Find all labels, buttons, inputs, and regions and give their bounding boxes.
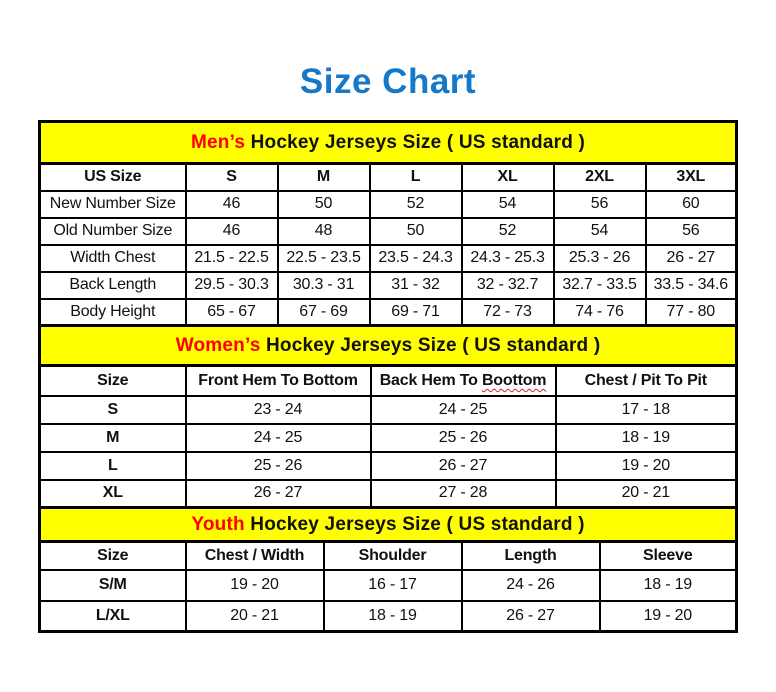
mens-column-header: 2XL — [554, 164, 646, 191]
mens-cell-value: 46 — [186, 218, 278, 245]
youth-table-row — [40, 570, 737, 601]
youth-column-header: Chest / Width — [186, 542, 324, 570]
youth-section-name-highlight: Youth — [191, 513, 245, 535]
mens-row-label: New Number Size — [40, 191, 186, 218]
mens-table-row — [40, 299, 737, 326]
womens-column-header — [371, 366, 556, 396]
youth-cell-value: 19 - 20 — [186, 570, 324, 601]
womens-cell-value: 26 - 27 — [371, 452, 556, 480]
mens-section-header-band — [40, 122, 737, 164]
mens-cell-value: 24.3 - 25.3 — [462, 245, 554, 272]
womens-table-row — [40, 396, 737, 424]
page-title: Size Chart — [299, 62, 477, 101]
youth-section-header-band — [40, 508, 737, 542]
youth-column-header: Shoulder — [324, 542, 462, 570]
mens-cell-value: 72 - 73 — [462, 299, 554, 326]
womens-size-table — [38, 324, 738, 509]
womens-row-label: L — [40, 452, 186, 480]
womens-cell-value: 23 - 24 — [186, 396, 371, 424]
womens-cell-value: 18 - 19 — [556, 424, 737, 452]
youth-section-header-text: Hockey Jerseys Size ( US standard ) — [244, 513, 585, 535]
womens-column-header: Front Hem To Bottom — [186, 366, 371, 396]
womens-table-row — [40, 480, 737, 508]
mens-column-header: XL — [462, 164, 554, 191]
mens-cell-value: 56 — [554, 191, 646, 218]
mens-cell-value: 48 — [278, 218, 370, 245]
mens-cell-value: 33.5 - 34.6 — [646, 272, 737, 299]
mens-cell-value: 65 - 67 — [186, 299, 278, 326]
womens-column-header: Size — [40, 366, 186, 396]
womens-cell-value: 19 - 20 — [556, 452, 737, 480]
womens-cell-value: 25 - 26 — [186, 452, 371, 480]
mens-cell-value: 54 — [462, 191, 554, 218]
womens-section-header-band — [40, 326, 737, 366]
mens-cell-value: 56 — [646, 218, 737, 245]
mens-cell-value: 67 - 69 — [278, 299, 370, 326]
mens-row-label: Old Number Size — [40, 218, 186, 245]
mens-cell-value: 54 — [554, 218, 646, 245]
womens-cell-value: 24 - 25 — [371, 396, 556, 424]
mens-cell-value: 77 - 80 — [646, 299, 737, 326]
youth-row-label: L/XL — [40, 601, 186, 632]
womens-cell-value: 17 - 18 — [556, 396, 737, 424]
mens-table-row — [40, 245, 737, 272]
mens-cell-value: 32.7 - 33.5 — [554, 272, 646, 299]
mens-cell-value: 46 — [186, 191, 278, 218]
youth-row-label: S/M — [40, 570, 186, 601]
mens-cell-value: 60 — [646, 191, 737, 218]
mens-cell-value: 69 - 71 — [370, 299, 462, 326]
womens-cell-value: 26 - 27 — [186, 480, 371, 508]
womens-table-row — [40, 452, 737, 480]
youth-cell-value: 16 - 17 — [324, 570, 462, 601]
youth-cell-value: 18 - 19 — [324, 601, 462, 632]
youth-column-header: Size — [40, 542, 186, 570]
mens-cell-value: 29.5 - 30.3 — [186, 272, 278, 299]
mens-table-row — [40, 191, 737, 218]
youth-cell-value: 20 - 21 — [186, 601, 324, 632]
youth-column-header: Length — [462, 542, 600, 570]
womens-row-label: M — [40, 424, 186, 452]
womens-cell-value: 24 - 25 — [186, 424, 371, 452]
mens-section-name-highlight: Men’s — [191, 131, 246, 153]
womens-cell-value: 27 - 28 — [371, 480, 556, 508]
mens-cell-value: 50 — [370, 218, 462, 245]
womens-section-name-highlight: Women’s — [175, 334, 261, 356]
womens-column-header: Chest / Pit To Pit — [556, 366, 737, 396]
spellcheck-underlined-word: Boottom — [481, 371, 547, 389]
youth-cell-value: 18 - 19 — [600, 570, 737, 601]
mens-cell-value: 74 - 76 — [554, 299, 646, 326]
mens-cell-value: 50 — [278, 191, 370, 218]
mens-size-table — [38, 120, 738, 327]
mens-cell-value: 22.5 - 23.5 — [278, 245, 370, 272]
size-chart-tables — [38, 120, 735, 633]
mens-cell-value: 21.5 - 22.5 — [186, 245, 278, 272]
youth-cell-value: 19 - 20 — [600, 601, 737, 632]
youth-column-header: Sleeve — [600, 542, 737, 570]
womens-cell-value: 20 - 21 — [556, 480, 737, 508]
mens-cell-value: 52 — [462, 218, 554, 245]
youth-table-row — [40, 601, 737, 632]
womens-cell-value: 25 - 26 — [371, 424, 556, 452]
mens-cell-value: 52 — [370, 191, 462, 218]
youth-size-table — [38, 506, 738, 633]
womens-section-header-text: Hockey Jerseys Size ( US standard ) — [260, 334, 601, 356]
mens-table-row — [40, 272, 737, 299]
mens-column-header: L — [370, 164, 462, 191]
mens-column-header: 3XL — [646, 164, 737, 191]
mens-cell-value: 26 - 27 — [646, 245, 737, 272]
mens-cell-value: 23.5 - 24.3 — [370, 245, 462, 272]
womens-row-label: XL — [40, 480, 186, 508]
youth-cell-value: 24 - 26 — [462, 570, 600, 601]
womens-column-header-text: Back Hem To — [379, 371, 482, 389]
mens-row-label: Back Length — [40, 272, 186, 299]
mens-column-header: US Size — [40, 164, 186, 191]
mens-cell-value: 32 - 32.7 — [462, 272, 554, 299]
mens-cell-value: 31 - 32 — [370, 272, 462, 299]
mens-section-header-text: Hockey Jerseys Size ( US standard ) — [245, 131, 586, 153]
womens-table-row — [40, 424, 737, 452]
mens-row-label: Width Chest — [40, 245, 186, 272]
youth-cell-value: 26 - 27 — [462, 601, 600, 632]
womens-row-label: S — [40, 396, 186, 424]
mens-table-row — [40, 218, 737, 245]
mens-column-header: S — [186, 164, 278, 191]
mens-cell-value: 30.3 - 31 — [278, 272, 370, 299]
mens-column-header: M — [278, 164, 370, 191]
mens-row-label: Body Height — [40, 299, 186, 326]
mens-cell-value: 25.3 - 26 — [554, 245, 646, 272]
